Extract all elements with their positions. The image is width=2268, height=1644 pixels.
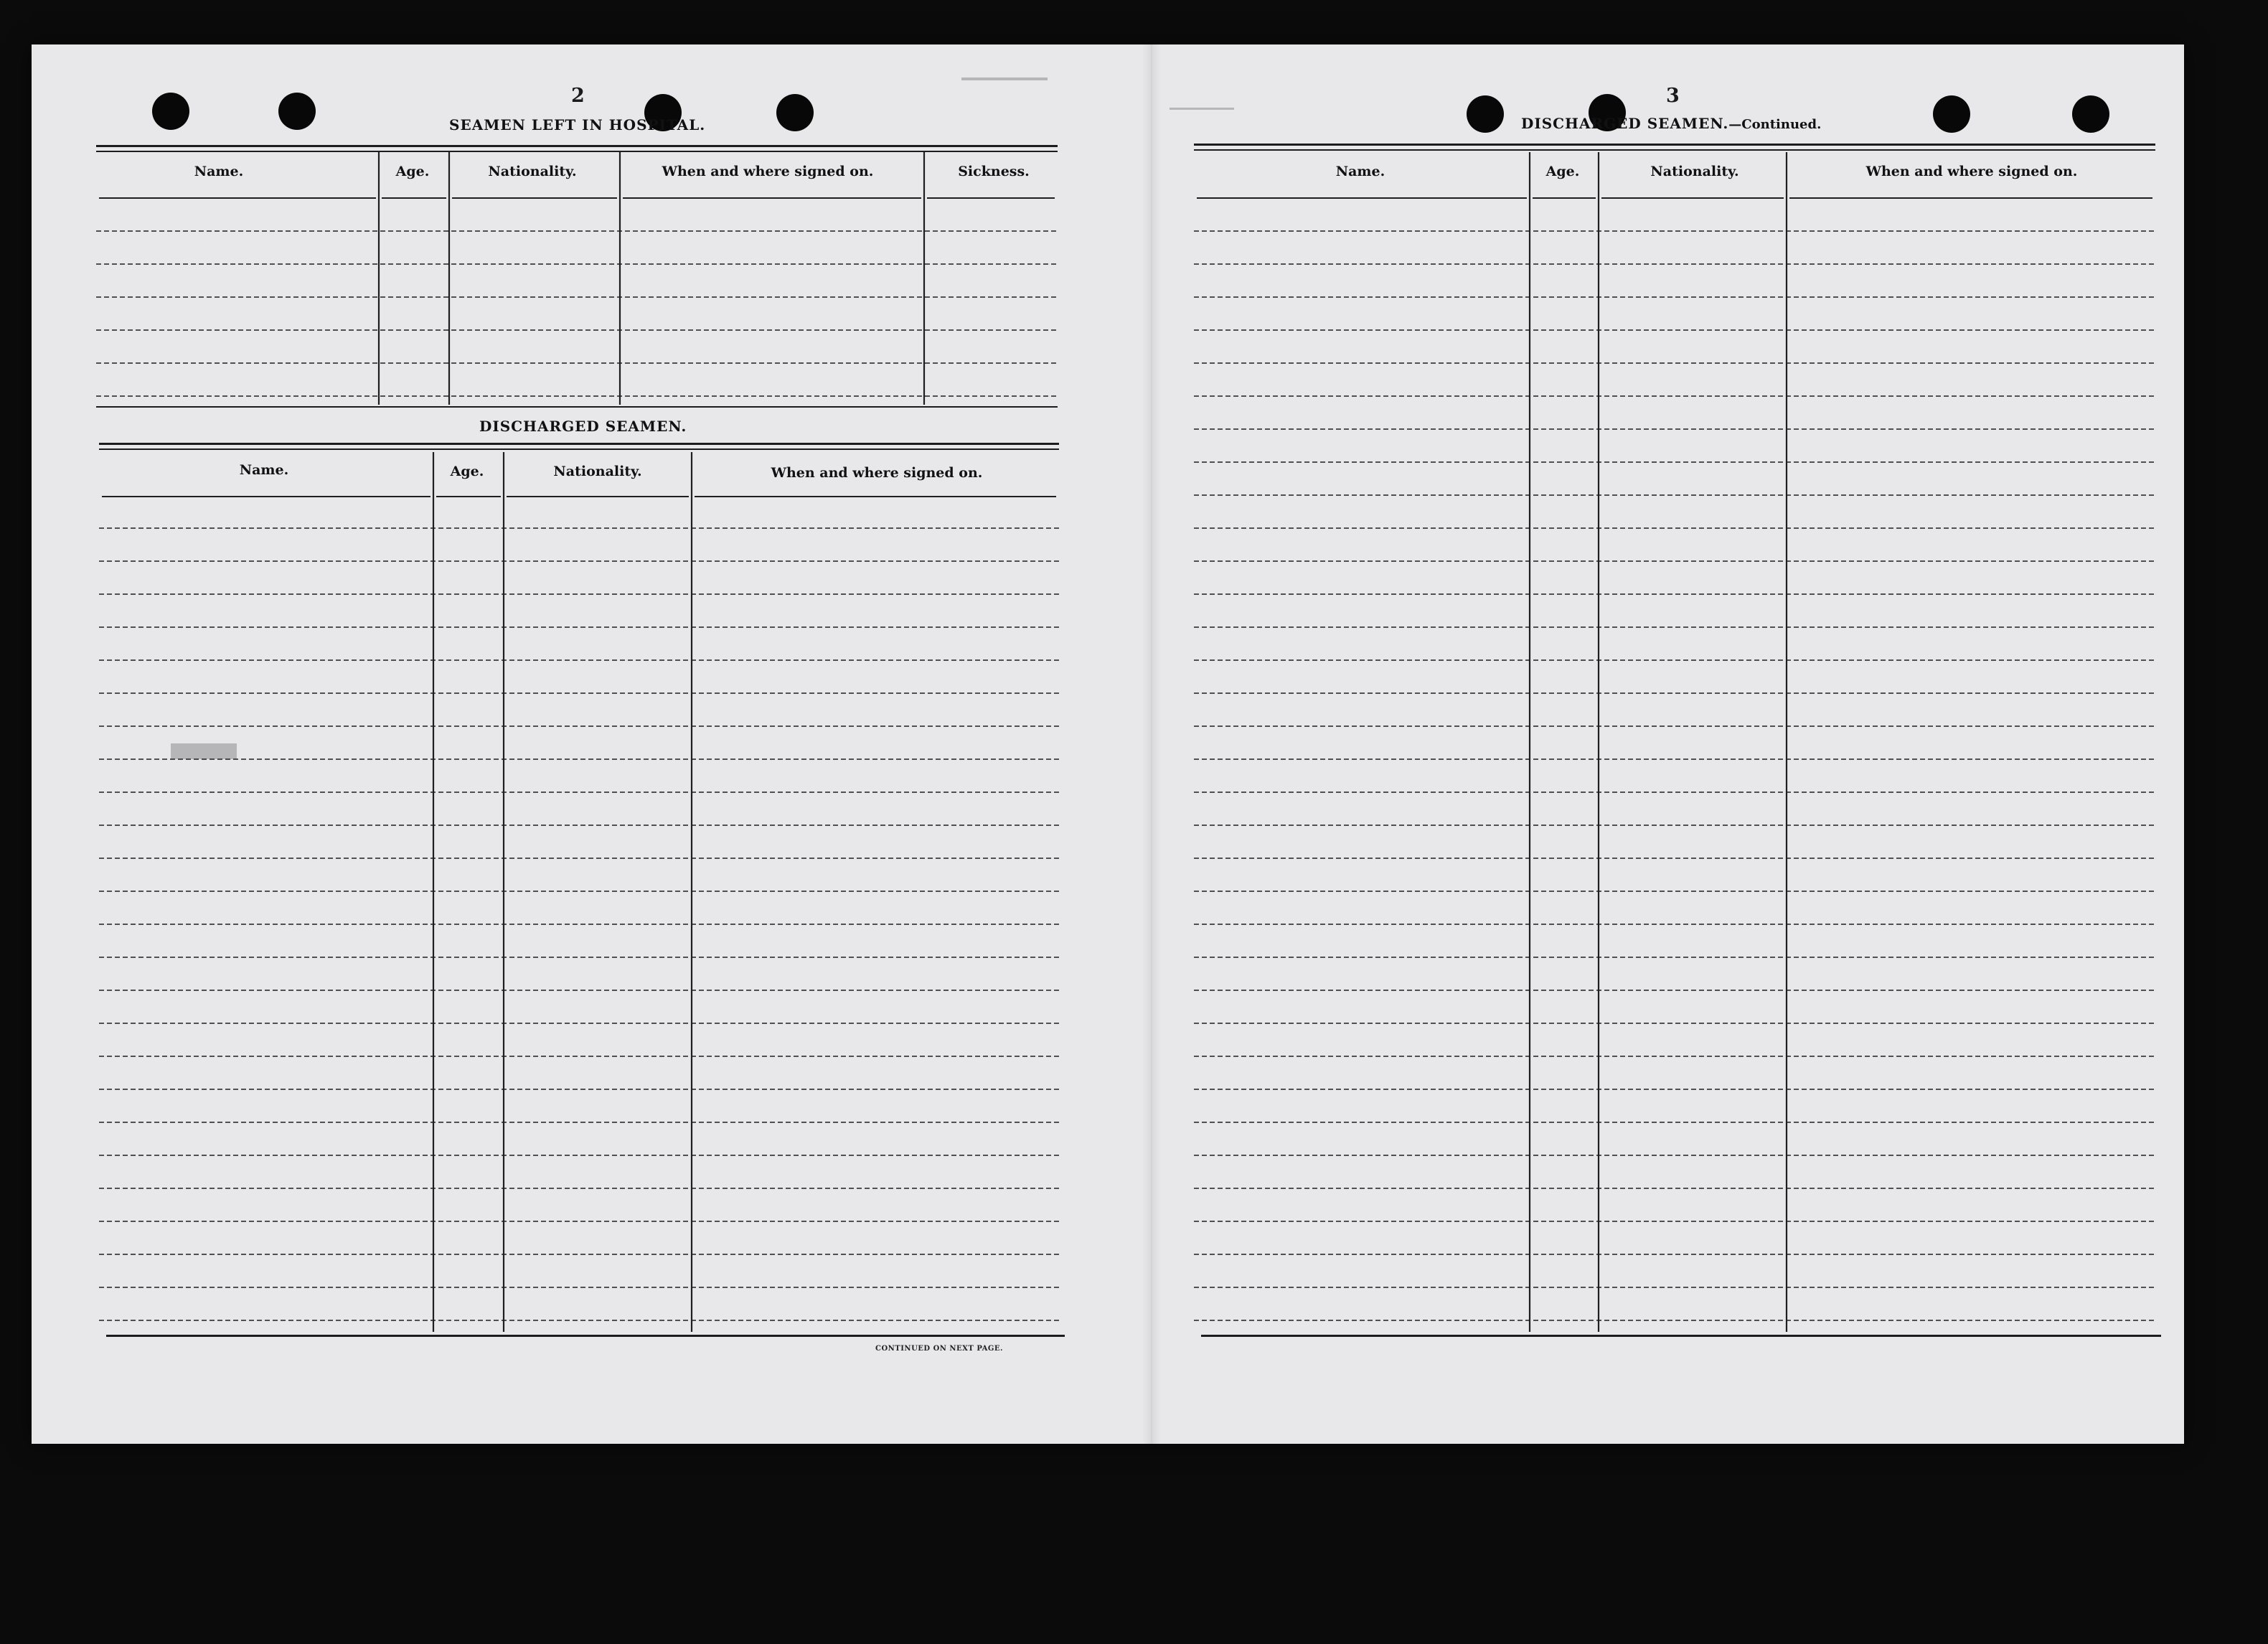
right-page-number: 3	[1666, 85, 1680, 107]
discharged-col-nationality: Nationality.	[553, 464, 642, 479]
discharged-col-name: Name.	[239, 462, 289, 478]
discharged-section-title: DISCHARGED SEAMEN.	[479, 418, 687, 435]
continued-col-signed-on: When and where signed on.	[1865, 164, 2078, 179]
continued-col-name: Name.	[1335, 164, 1385, 179]
hospital-col-signed-on: When and where signed on.	[662, 164, 874, 179]
continued-col-age: Age.	[1545, 164, 1580, 179]
left-page-number: 2	[571, 85, 585, 107]
continued-note: CONTINUED ON NEXT PAGE.	[875, 1345, 1004, 1353]
hospital-section-title: SEAMEN LEFT IN HOSPITAL.	[449, 116, 706, 133]
discharged-col-signed-on: When and where signed on.	[771, 465, 983, 481]
discharged-col-age: Age.	[450, 464, 484, 479]
continued-title-text: DISCHARGED SEAMEN.	[1521, 115, 1729, 132]
hospital-col-name: Name.	[194, 164, 244, 179]
continued-col-nationality: Nationality.	[1650, 164, 1739, 179]
hospital-col-sickness: Sickness.	[958, 164, 1030, 179]
hospital-col-age: Age.	[395, 164, 430, 179]
continued-title-suffix: —Continued.	[1728, 117, 1822, 132]
hospital-col-nationality: Nationality.	[488, 164, 577, 179]
